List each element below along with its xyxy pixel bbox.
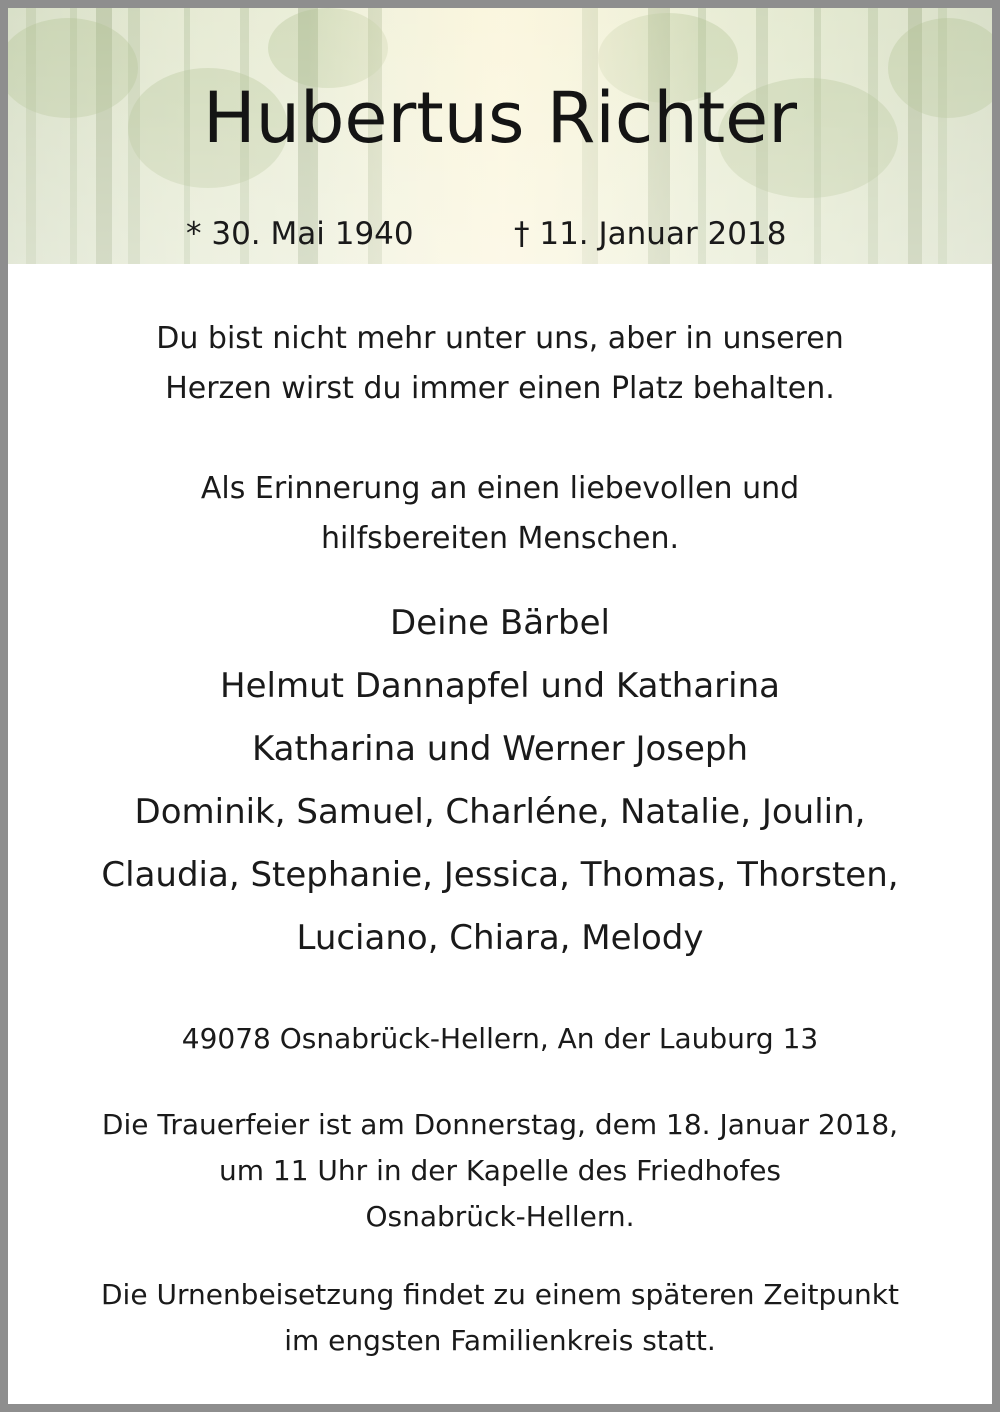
memory-statement [8, 464, 992, 564]
family-address [8, 1016, 992, 1062]
mourner-line: Katharina und Werner Joseph [251, 729, 749, 769]
service-line: Osnabrück-Hellern. [365, 1200, 635, 1233]
mourners-list [8, 592, 992, 970]
mourner-line: Deine Bärbel [390, 603, 610, 643]
life-dates [8, 212, 992, 256]
memorial-quote [8, 314, 992, 414]
urn-line: Die Urnenbeisetzung findet zu einem späteren Zeitpunkt [100, 1278, 899, 1311]
death-date: † 11. Januar 2018 [514, 216, 787, 252]
funeral-service-info [8, 1102, 992, 1240]
deceased-name: Hubertus Richter [202, 77, 798, 159]
address-line: 49078 Osnabrück-Hellern, An der Lauburg 13 [181, 1022, 819, 1055]
service-line: um 11 Uhr in der Kapelle des Friedhofes [218, 1154, 782, 1187]
forest-header-banner [8, 8, 992, 264]
memory-line: hilfsbereiten Menschen. [320, 521, 680, 556]
quote-line: Du bist nicht mehr unter uns, aber in unseren [156, 321, 844, 356]
birth-date: * 30. Mai 1940 [186, 216, 414, 252]
memory-line: Als Erinnerung an einen liebevollen und [200, 471, 800, 506]
mourner-line: Luciano, Chiara, Melody [296, 918, 704, 958]
urn-burial-info [8, 1272, 992, 1364]
quote-line: Herzen wirst du immer einen Platz behalten. [165, 371, 835, 406]
mourner-line: Helmut Dannapfel und Katharina [220, 666, 780, 706]
mourner-line: Claudia, Stephanie, Jessica, Thomas, Thorsten, [101, 855, 899, 895]
service-line: Die Trauerfeier ist am Donnerstag, dem 18. Januar 2018, [101, 1108, 899, 1141]
mourner-line: Dominik, Samuel, Charléne, Natalie, Joulin, [134, 792, 866, 832]
urn-line: im engsten Familienkreis statt. [284, 1324, 716, 1357]
